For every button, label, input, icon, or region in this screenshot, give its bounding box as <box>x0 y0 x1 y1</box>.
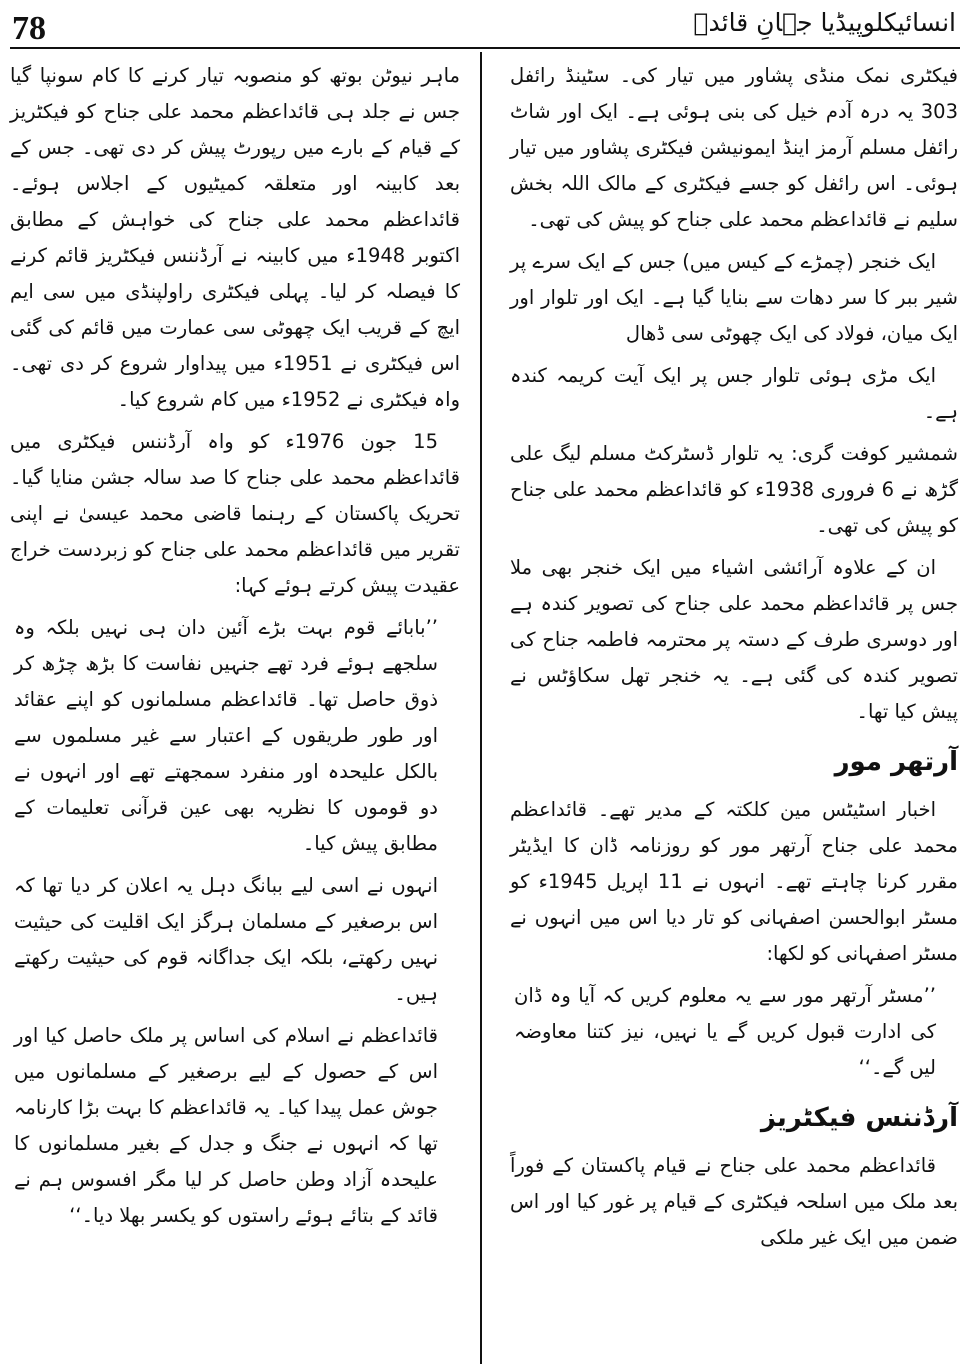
paragraph: ماہر نیوٹن بوتھ کو منصوبہ تیار کرنے کا کام سونپا گیا جس نے جلد ہی قائداعظم محمد علی جناح کو فیکٹریز کے قیام کے بارے میں رپورٹ پیش کر دی تھی۔ جس کے بعد کابینہ اور متعلقہ کمیٹیوں کے اجلاس ہوئے۔ قائداعظم محمد علی جناح کی خواہش کے مطابق اکتوبر 1948ء میں کابینہ نے آرڈننس فیکٹریز قائم کرنے کا فیصلہ کر لیا۔ پہلی فیکٹری راولپنڈی میں سی ایم ایچ کے قریب ایک چھوٹی سی عمارت میں قائم کی گئی اس فیکٹری نے 1951ء میں پیداوار شروع کر دی تھی۔ واہ فیکٹری نے 1952ء میں کام شروع کیا۔ <box>10 64 460 411</box>
paragraph: ایک مڑی ہوئی تلوار جس پر ایک آیت کریمہ کندہ ہے۔ <box>510 364 958 423</box>
page-header <box>8 0 960 50</box>
section-heading-ordnance-factories: آرڈننس فیکٹریز <box>760 1103 958 1133</box>
paragraph: ایک خنجر (چمڑے کے کیس میں) جس کے ایک سرے پر شیر ببر کا سر دھات سے بنایا گیا ہے۔ ایک اور تلوار اور ایک میان، فولاد کی ایک چھوٹی سی ڈھال <box>510 250 958 345</box>
quote-text: ’’بابائے قوم بہت بڑے آئین دان ہی نہیں بلکہ وہ سلجھے ہوئے فرد تھے جنہیں نفاست کا بڑھ چڑھ کر ذوق حاصل تھا۔ قائداعظم مسلمانوں کو اپنے عقائد اور طور طریقوں کے اعتبار سے غیر مسلموں سے بالکل علیحدہ اور منفرد سمجھتے تھے اور انہوں نے دو قوموں کا نظریہ بھی عین قرآنی تعلیمات کے مطابق پیش کیا۔ <box>14 616 438 855</box>
book-title: انسائیکلوپیڈیا جہانِ قائدؒ <box>693 8 956 37</box>
paragraph: فیکٹری نمک منڈی پشاور میں تیار کی۔ سٹینڈ رائفل 303 یہ درہ آدم خیل کی بنی ہوئی ہے۔ ایک اور شاٹ رائفل مسلم آرمز اینڈ ایمونیشن فیکٹری پشاور میں تیار ہوئی۔ اس رائفل کو جسے فیکٹری کے مالک اللہ بخش سلیم نے قائداعظم محمد علی جناح کو پیش کی تھی۔ <box>510 64 958 231</box>
paragraph: شمشیر کوفت گری: یہ تلوار ڈسٹرکٹ مسلم لیگ علی گڑھ نے 6 فروری 1938ء کو قائداعظم محمد علی جناح کو پیش کی تھی۔ <box>510 442 958 537</box>
quote <box>514 978 936 1086</box>
right-column <box>510 58 958 1262</box>
left-column <box>10 58 460 1240</box>
header-rule <box>10 47 960 49</box>
paragraph: ان کے علاوہ آرائشی اشیاء میں ایک خنجر بھی ملا جس پر قائداعظم محمد علی جناح کی تصویر کندہ ہے اور دوسری طرف کے دستہ پر محترمہ فاطمہ جناح کی تصویر کندہ کی گئی ہے۔ یہ خنجر تھل سکاؤٹس نے پیش کیا تھا۔ <box>510 556 958 723</box>
quote <box>14 610 438 1234</box>
quote-text: ’’مسٹر آرتھر مور سے یہ معلوم کریں کہ آیا وہ ڈان کی ادارت قبول کریں گے یا نہیں، نیز کتنا معاوضہ لیں گے۔‘‘ <box>514 984 936 1079</box>
paragraph: اخبار اسٹیٹس مین کلکتہ کے مدیر تھے۔ قائداعظم محمد علی جناح آرتھر مور کو روزنامہ ڈان کا ایڈیٹر مقرر کرنا چاہتے تھے۔ انہوں نے 11 اپریل 1945ء کو مسٹر ابوالحسن اصفہانی کو تار دیا اس میں انہوں نے مسٹر اصفہانی کو لکھا: <box>510 798 958 965</box>
quote-text: قائداعظم نے اسلام کی اساس پر ملک حاصل کیا اور اس کے حصول کے لیے برصغیر کے مسلمانوں میں جوش عمل پیدا کیا۔ یہ قائداعظم کا بہت بڑا کارنامہ تھا کہ انہوں نے جنگ و جدل کے بغیر مسلمانوں کا علیحدہ آزاد وطن حاصل کر لیا مگر افسوس ہم نے قائد کے بتائے ہوئے راستوں کو یکسر بھلا دیا۔‘‘ <box>14 1024 438 1227</box>
section-heading-arthur-moore: آرتھر مور <box>834 747 958 777</box>
paragraph: 15 جون 1976ء کو واہ آرڈننس فیکٹری میں قائداعظم محمد علی جناح کا صد سالہ جشن منایا گیا۔ تحریک پاکستان کے رہنما قاضی محمد عیسیٰ نے اپنی تقریر میں قائداعظم محمد علی جناح کو زبردست خراج عقیدت پیش کرتے ہوئے کہا: <box>10 430 460 597</box>
quote-text: انہوں نے اسی لیے ببانگ دہل یہ اعلان کر دیا تھا کہ اس برصغیر کے مسلمان ہرگز ایک اقلیت کی حیثیت نہیں رکھتے، بلکہ ایک جداگانہ قوم کی حیثیت رکھتے ہیں۔ <box>14 874 438 1005</box>
paragraph: قائداعظم محمد علی جناح نے قیام پاکستان کے فوراً بعد ملک میں اسلحہ فیکٹری کے قیام پر غور کیا اور اس ضمن میں ایک غیر ملکی <box>510 1154 958 1249</box>
column-divider <box>480 52 482 1364</box>
page-number: 78 <box>12 10 46 47</box>
